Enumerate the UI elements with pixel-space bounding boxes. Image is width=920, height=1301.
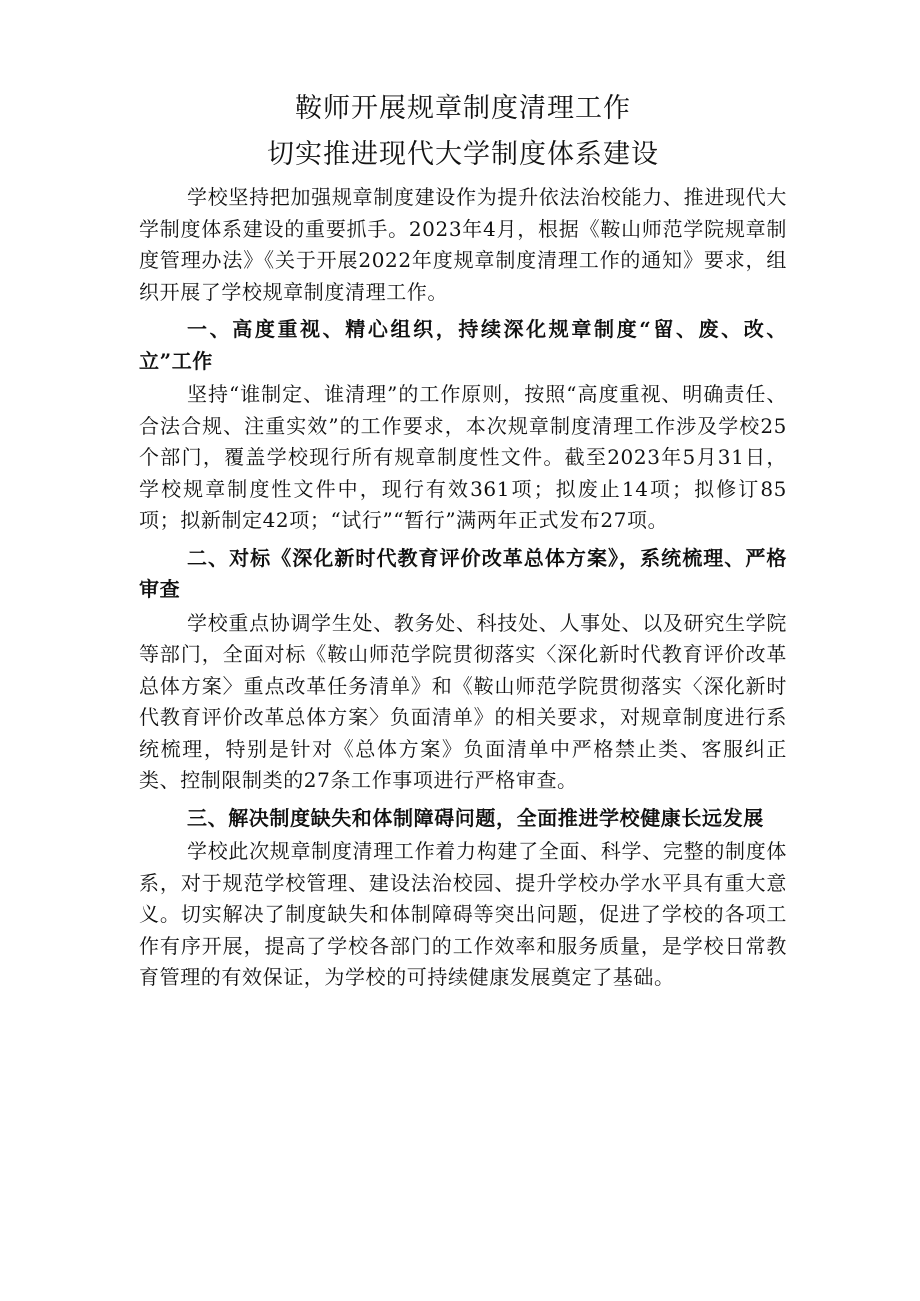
section-3-body: 学校此次规章制度清理工作着力构建了全面、科学、完整的制度体系，对于规范学校管理、建设法治校园、提升学校办学水平具有重大意义。切实解决了制度缺失和体制障碍等突出问题，促进了学校的各项工作有序开展，提高了学校各部门的工作效率和服务质量，是学校日常教育管理的有效保证，为学校的可持续健康发展奠定了基础。: [139, 839, 787, 989]
section-1-body: 坚持“谁制定、谁清理”的工作原则，按照“高度重视、明确责任、合法合规、注重实效”的工作要求，本次规章制度清理工作涉及学校25个部门，覆盖学校现行所有规章制度性文件。截至2023年5月31日，学校规章制度性文件中，现行有效361项；拟废止14项；拟修订85项；拟新制定42项；“试行”“暂行”满两年正式发布27项。: [139, 382, 787, 532]
section-2-heading: 二、对标《深化新时代教育评价改革总体方案》，系统梳理、严格审查: [139, 545, 787, 601]
section-1-heading: 一、高度重视、精心组织，持续深化规章制度“留、废、改、立”工作: [139, 317, 787, 373]
title-line-2: 切实推进现代大学制度体系建设: [267, 139, 659, 170]
section-2-body: 学校重点协调学生处、教务处、科技处、人事处、以及研究生学院等部门，全面对标《鞍山师范学院贯彻落实〈深化新时代教育评价改革总体方案〉重点改革任务清单》和《鞍山师范学院贯彻落实〈深化新时代教育评价改革总体方案〉负面清单》的相关要求，对规章制度进行系统梳理，特别是针对《总体方案》负面清单中严格禁止类、客服纠正类、控制限制类的27条工作事项进行严格审查。: [139, 610, 787, 792]
section-3-heading: 三、解决制度缺失和体制障碍问题，全面推进学校健康长远发展: [187, 805, 764, 830]
title-line-1: 鞍师开展规章制度清理工作: [295, 93, 631, 124]
intro-paragraph: 学校坚持把加强规章制度建设作为提升依法治校能力、推进现代大学制度体系建设的重要抓手。2023年4月，根据《鞍山师范学院规章制度管理办法》《关于开展2022年度规章制度清理工作的通知》要求，组织开展了学校规章制度清理工作。: [139, 185, 787, 304]
document-page: [139, 86, 787, 994]
